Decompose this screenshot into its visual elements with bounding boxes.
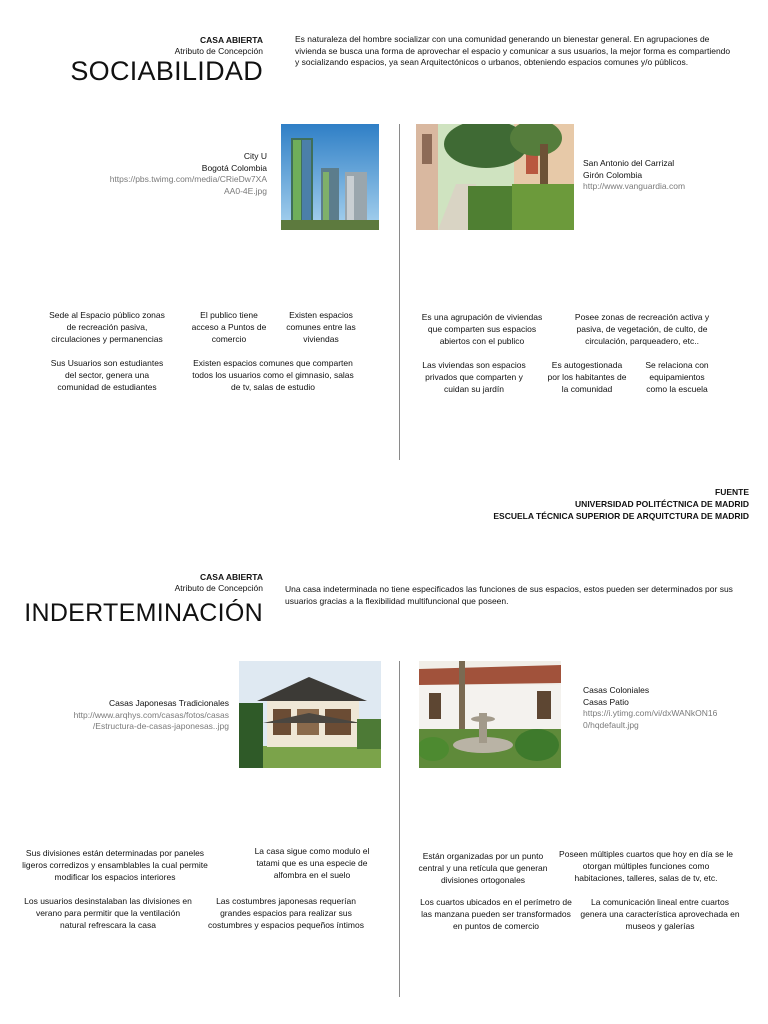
carrizal-name: San Antonio del Carrizal xyxy=(583,158,675,168)
japanese-url-line1[interactable]: http://www.arqhys.com/casas/fotos/casas xyxy=(73,709,229,720)
japanese-url-line2[interactable]: /Estructura-de-casas-japonesas..jpg xyxy=(92,721,229,731)
colonial-note-3: Los cuartos ubicados en el perímetro de las manzana pueden ser transformados en puntos de comercio xyxy=(420,897,572,931)
colonial-note-1: Están organizadas por un punto central y una retícula que generan divisiones ortogonales xyxy=(418,851,548,885)
colonial-note-4: La comunicación lineal entre cuartos genera una característica aprovechada en museos y galerías xyxy=(580,897,740,931)
section1-intro: Es naturaleza del hombre socializar con una comunidad generando un bienestar general. En agrupaciones de vivienda se busca una forma de aprovechar el espacio y comunicar a sus usuarios, la mejor forma es compartiendo y socializando espacios, ya sean Arquitectónicos o urbanos, obteniendo espacios comunes y/o públicos. xyxy=(295,34,731,67)
citiu-note-3: Existen espacios comunes entre las viviendas xyxy=(286,310,356,344)
citiu-note-4: Sus Usuarios son estudiantes del sector, genera una comunidad de estudiantes xyxy=(50,358,164,392)
colonial-place: Casas Patio xyxy=(583,696,629,707)
japanese-note-3: Los usuarios desinstalaban las divisiones en verano para permitir que la ventilación natural refrescara la casa xyxy=(24,896,192,930)
section1-attribute: Atributo de Concepción xyxy=(174,46,263,56)
section2-title: INDERTEMINACIÓN xyxy=(24,599,263,627)
carrizal-note-3: Las viviendas son espacios privados que comparten y cuidan su jardín xyxy=(422,360,526,394)
citiu-url-line1[interactable]: https://pbs.twimg.com/media/CRieDw7XA xyxy=(109,174,267,184)
source-block xyxy=(440,486,749,522)
citiu-caption xyxy=(80,151,267,197)
japanese-note-4: Las costumbres japonesas requerían grandes espacios para realizar sus costumbres y espacios pequeños íntimos xyxy=(208,896,364,930)
japanese-note-2: La casa sigue como modulo el tatami que es una especie de alfombra en el suelo xyxy=(254,846,370,880)
citiu-note-2: El publico tiene acceso a Puntos de comercio xyxy=(191,310,267,344)
japanese-name: Casas Japonesas Tradicionales xyxy=(108,698,229,708)
section1-eyebrow: CASA ABIERTA xyxy=(200,35,263,45)
carrizal-note-1: Es una agrupación de viviendas que comparten sus espacios abiertos con el publico xyxy=(421,312,543,346)
japanese-note-1: Sus divisiones están determinadas por paneles ligeros corredizos y ensamblables la cual permite modificar los espacios interiores xyxy=(22,848,208,882)
citiu-name: City U xyxy=(243,151,267,161)
citiu-url-line2[interactable]: AA0-4E.jpg xyxy=(224,185,267,196)
citiu-place: Bogotá Colombia xyxy=(201,162,267,173)
section2-attribute: Atributo de Concepción xyxy=(174,583,263,593)
section1-title: SOCIABILIDAD xyxy=(70,56,263,86)
colonial-name: Casas Coloniales xyxy=(583,685,650,695)
colonial-url-line2[interactable]: 0/hqdefault.jpg xyxy=(583,719,639,730)
citiu-note-5: Existen espacios comunes que comparten todos los usuarios como el gimnasio, salas de tv, salas de estudio xyxy=(192,358,354,392)
japanese-caption xyxy=(40,698,229,733)
colonial-url-line1[interactable]: https://i.ytimg.com/vi/dxWANkON16 xyxy=(583,708,718,718)
japanese-photo xyxy=(239,661,381,768)
source-line2: ESCUELA TÉCNICA SUPERIOR DE ARQUITCTURA DE MADRID xyxy=(493,511,749,521)
carrizal-note-2: Posee zonas de recreación activa y pasiva, de vegetación, de culto, de circulación, parqueadero, etc.. xyxy=(574,312,710,346)
section2-divider xyxy=(399,661,400,997)
carrizal-photo xyxy=(416,124,574,230)
section2-eyebrow: CASA ABIERTA xyxy=(200,572,263,582)
carrizal-caption xyxy=(583,158,763,193)
colonial-photo xyxy=(419,661,561,768)
carrizal-url[interactable]: http://www.vanguardia.com xyxy=(583,181,686,191)
carrizal-note-5: Se relaciona con equipamientos como la escuela xyxy=(645,360,709,394)
source-line1: UNIVERSIDAD POLITÉCTNICA DE MADRID xyxy=(575,499,749,509)
colonial-caption xyxy=(583,685,763,731)
carrizal-place: Girón Colombia xyxy=(583,169,643,180)
citiu-photo xyxy=(281,124,379,230)
source-label: FUENTE xyxy=(715,487,749,497)
section1-divider xyxy=(399,124,400,460)
carrizal-note-4: Es autogestionada por los habitantes de la comunidad xyxy=(547,360,627,394)
citiu-note-1: Sede al Espacio público zonas de recreación pasiva, circulaciones y permanencias xyxy=(49,310,165,344)
section2-intro: Una casa indeterminada no tiene especificados las funciones de sus espacios, estos pueden ser determinados por sus usuarios gracias a la flexibilidad multifuncional que poseen. xyxy=(285,584,733,606)
colonial-note-2: Poseen múltiples cuartos que hoy en día se le otorgan múltiples funciones como habitaciones, talleres, salas de tv, etc. xyxy=(559,849,733,883)
